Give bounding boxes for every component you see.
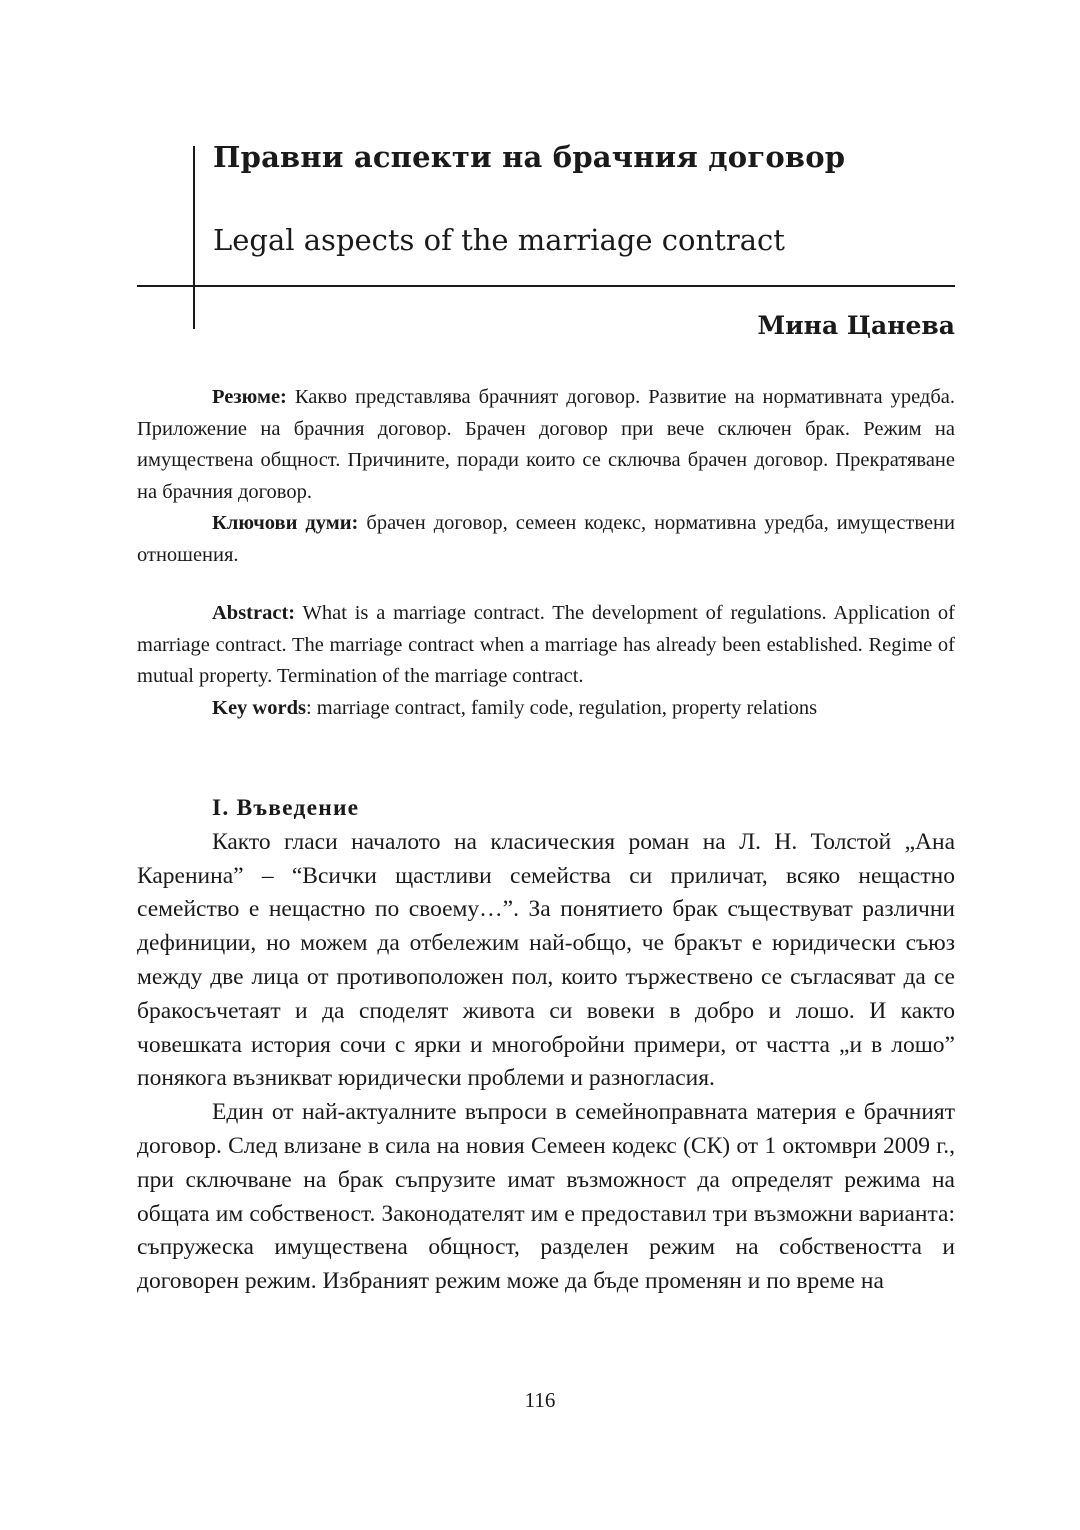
author-name: Мина Цанева bbox=[757, 311, 955, 340]
title-vertical-rule bbox=[193, 146, 195, 329]
abstract-en-text: What is a marriage contract. The development of regulations. Application of marriage contract. The marriage contract when a marriage has already been established. Regime of mutual property. Termination of the marriage contract. bbox=[137, 602, 955, 687]
keywords-en-paragraph bbox=[137, 693, 955, 725]
article-body bbox=[137, 792, 955, 1299]
keywords-en-text: : marriage contract, family code, regulation, property relations bbox=[305, 696, 818, 719]
body-paragraph: Един от най-актуалните въпроси в семейноправната материя е брачният договор. След влизане в сила на новия Семеен кодекс (СК) от 1 октомври 2009 г., при сключване на брак съпрузите имат възможност да определят режима на общата им собственост. Законодателят им е предоставил три възможни варианта: съпружеска имуществена общност, разделен режим на собствеността и договорен режим. Избраният режим може да бъде променян и по време на bbox=[137, 1099, 955, 1295]
article-title-bg: Правни аспекти на брачния договор bbox=[213, 140, 846, 174]
abstract-en-paragraph bbox=[137, 598, 955, 693]
summary-bg-paragraph bbox=[137, 382, 955, 508]
keywords-bg-label: Ключови думи: bbox=[212, 512, 359, 534]
keywords-bg-paragraph bbox=[137, 508, 955, 571]
article-title-en: Legal aspects of the marriage contract bbox=[213, 223, 785, 257]
section-heading: I. Въведение bbox=[212, 795, 360, 821]
summary-bg-text: Какво представлява брачният договор. Развитие на нормативната уредба. Приложение на брачния договор. Брачен договор при вече сключен брак. Режим на имуществена общност. Причините, поради които се сключва брачен договор. Прекратяване на брачния договор. bbox=[137, 386, 955, 503]
abstract-en-label: Abstract: bbox=[212, 602, 296, 624]
summary-bg-label: Резюме: bbox=[212, 386, 287, 408]
title-horizontal-rule bbox=[137, 285, 955, 287]
summary-bg bbox=[137, 382, 955, 571]
keywords-bg-text: брачен договор, семеен кодекс, нормативна уредба, имуществени отношения. bbox=[137, 512, 955, 566]
keywords-en-label: Key words bbox=[212, 696, 306, 719]
body-paragraph: Както гласи началото на класическия роман на Л. Н. Толстой „Ана Каренина” – “Всички щастливи семейства си приличат, всяко нещастно семейство е нещастно по своему…”. За понятието брак съществуват различни дефиниции, но можем да отбележим най-общо, че бракът е юридически съюз между две лица от противоположен пол, които тържествено се съгласяват да се бракосъчетаят и да споделят живота си вовеки в добро и лошо. И както човешката история сочи с ярки и многобройни примери, от частта „и в лошо” понякога възникват юридически проблеми и разногласия. bbox=[137, 828, 955, 1092]
summary-en bbox=[137, 598, 955, 724]
page-number: 116 bbox=[524, 1388, 556, 1412]
